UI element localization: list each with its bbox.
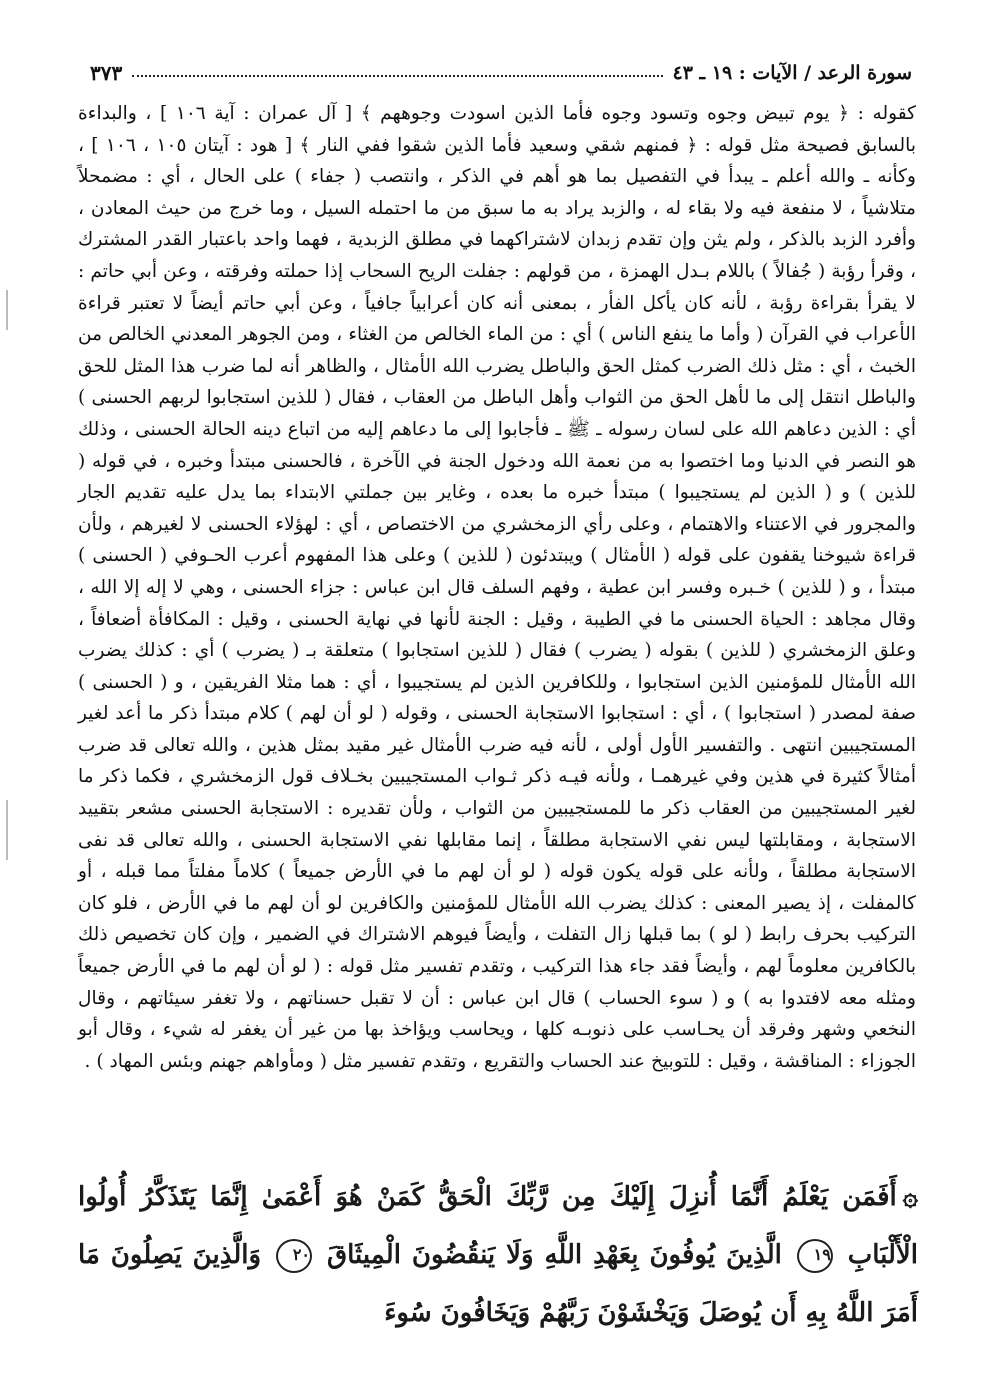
header-dotted-leader: [132, 75, 662, 77]
scan-margin-mark: [6, 800, 8, 860]
commentary-paragraph: كقوله : ﴿ يوم تبيض وجوه وتسود وجوه فأما الذين اسودت وجوههم ﴾ [ آل عمران : آية ١٠٦ ] ، والبداءة بالسابق فصيحة مثل قوله : ﴿ فمنهم شقي وسعيد فأما الذين شقوا ففي النار ﴾ [ هود : آيتان ١٠٥ ، ١٠٦ ] ، وكأنه ـ والله أعلم ـ يبدأ في التفصيل بما هو أهم في الذكر ، وانتصب ( جفاء ) على الحال ، أي : مضمحلاً متلاشياً ، لا منفعة فيه ولا بقاء له ، والزبد يراد به ما سبق من ما احتمله السيل ، وما خرج من حيث المعادن ، وأفرد الزبد بالذكر ، ولم يثن وإن تقدم زبدان لاشتراكهما في مطلق الزبدية ، فهما واحد باعتبار القدر المشترك ، وقرأ رؤبة ( جُفالاً ) باللام بـدل الهمزة ، من قولهم : جفلت الريح السحاب إذا حملته وفرقته ، وعن أبي حاتم : لا يقرأ بقراءة رؤبة ، لأنه كان يأكل الفأر ، بمعنى أنه كان أعرابياً جافياً ، وعن أبي حاتم أيضاً لا تعتبر قراءة الأعراب في القرآن ( وأما ما ينفع الناس ) أي : من الماء الخالص من الغثاء ، ومن الجوهر المعدني الخالص من الخبث ، أي : مثل ذلك الضرب كمثل الحق والباطل يضرب الله الأمثال ، والظاهر أنه لما ضرب هذا المثل للحق والباطل انتقل إلى ما لأهل الحق من الثواب وأهل الباطل من العقاب ، فقال ( للذين استجابوا لربهم الحسنى ) أي : الذين دعاهم الله على لسان رسوله ـ ﷺ ـ فأجابوا إلى ما دعاهم إليه من اتباع دينه الحالة الحسنى ، وذلك هو النصر في الدنيا وما اختصوا به من نعمة الله ودخول الجنة في الآخرة ، فالحسنى مبتدأ وخبره ، في قوله ( للذين ) و ( الذين لم يستجيبوا ) مبتدأ خبره ما بعده ، وغاير بين جملتي الابتداء بما يدل عليه تقديم الجار والمجرور في الاعتناء والاهتمام ، وعلى رأي الزمخشري من الاختصاص ، أي : لهؤلاء الحسنى لا لغيرهم ، ولأن قراءة شيوخنا يقفون على قوله ( الأمثال ) ويبتدئون ( للذين ) وعلى هذا المفهوم أعرب الحـوفي ( الحسنى ) مبتدأ ، و ( للذين ) خـبره وفسر ابن عطية ، وفهم السلف قال ابن عباس : جزاء الحسنى ، وهي لا إله إلا الله ، وقال مجاهد : الحياة الحسنى ما في الطيبة ، وقيل : الجنة لأنها في نهاية الحسنى ، وقيل : المكافأة أضعافاً ، وعلق الزمخشري ( للذين ) بقوله ( يضرب ) فقال ( للذين استجابوا ) متعلقة بـ ( يضرب ) أي : كذلك يضرب الله الأمثال للمؤمنين الذين استجابوا ، وللكافرين الذين لم يستجيبوا ، أي : هما مثلا الفريقين ، و ( الحسنى ) صفة لمصدر ( استجابوا ) ، أي : استجابوا الاستجابة الحسنى ، وقوله ( لو أن لهم ) كلام مبتدأ ذكر ما أعد لغير المستجيبين انتهى . والتفسير الأول أولى ، لأنه فيه ضرب الأمثال غير مقيد بمثل هذين ، والله تعالى قد ضرب أمثالاً كثيرة في هذين وفي غيرهمـا ، ولأنه فيـه ذكر ثـواب المستجيبين بخـلاف قول الزمخشري ، فكما ذكر ما لغير المستجيبين من العقاب ذكر ما للمستجيبين من الثواب ، ولأن تقديره : الاستجابة الحسنى مشعر بتقييد الاستجابة ، ومقابلتها ليس نفي الاستجابة مطلقاً ، إنما مقابلها نفي الاستجابة الحسنى ، والله تعالى قد نفى الاستجابة مطلقاً ، ولأنه على قوله يكون قوله ( لو أن لهم ما في الأرض جميعاً ) كلاماً مفلتاً مما قبله ، أو كالمفلت ، إذ يصير المعنى : كذلك يضرب الله الأمثال للمؤمنين والكافرين لو أن لهم ما في الأرض ، فلو كان التركيب بحرف رابط ( لو ) بما قبلها زال التفلت ، وأيضاً فيوهم الاشتراك في الضمير ، وإن كان تخصيص ذلك بالكافرين معلوماً لهم ، وأيضاً فقد جاء هذا التركيب ، وتقدم تفسير مثل قوله : ( لو أن لهم ما في الأرض جميعاً ومثله معه لافتدوا به ) و ( سوء الحساب ) قال ابن عباس : أن لا تقبل حسناتهم ، ولا تغفر سيئاتهم ، وقال النخعي وشهر وفرقد أن يحـاسب على ذنوبـه كلها ، ويحاسب ويؤاخذ بها من غير أن يغفر له شيء ، وقال أبو الجوزاء : المناقشة ، وقيل : للتوبيخ عند الحساب والتقريع ، وتقدم تفسير مثل ( ومأواهم جهنم وبئس المهاد ) .: [78, 103, 917, 1072]
hizb-star-icon: ۞: [902, 1182, 918, 1212]
page-number: ٣٧٣: [90, 61, 123, 85]
verse-20-text: الَّذِينَ يُوفُونَ بِعَهْدِ اللَّهِ وَلَا يَنقُضُونَ الْمِيثَاقَ: [326, 1240, 782, 1270]
surah-title: سورة الرعد / الآيات : ١٩ ـ ٤٣: [672, 62, 912, 84]
page-header: [90, 58, 912, 88]
quran-verses: [78, 1168, 918, 1342]
verse-21-text: وَالَّذِينَ يَصِلُونَ مَا أَمَرَ اللَّهُ بِهِ أَن يُوصَلَ وَيَخْشَوْنَ رَبَّهُمْ وَيَخَافُونَ سُوءَ: [78, 1240, 918, 1328]
verse-number-19: ١٩: [797, 1239, 833, 1273]
verse-number-20: ٢٠: [276, 1239, 312, 1273]
scan-margin-mark: [6, 290, 8, 330]
verse-19-text: أَفَمَن يَعْلَمُ أَنَّمَا أُنزِلَ إِلَيْكَ مِن رَّبِّكَ الْحَقُّ كَمَنْ هُوَ أَعْمَىٰ إِنَّمَا يَتَذَكَّرُ أُولُوا الْأَلْبَابِ: [78, 1182, 918, 1270]
commentary-text: [78, 98, 916, 1077]
